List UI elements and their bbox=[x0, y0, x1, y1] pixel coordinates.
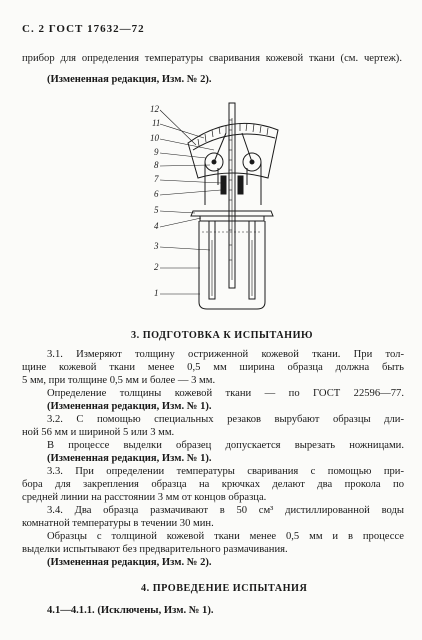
figure-label-12: 12 bbox=[150, 104, 159, 114]
section-3-line-12: средней линии на расстоянии 3 мм от концов образца. bbox=[22, 492, 267, 503]
section-3-title: 3. ПОДГОТОВКА К ИСПЫТАНИЮ bbox=[131, 330, 313, 341]
figure-label-8: 8 bbox=[154, 160, 159, 170]
figure-labels bbox=[150, 104, 160, 298]
figure-label-6: 6 bbox=[154, 189, 159, 199]
section-3-line-8: В процессе выделки образец допускается вырезать ножницами. bbox=[47, 440, 404, 451]
section-3-line-4: Определение толщины кожевой ткани — по ГОСТ 22596—77. bbox=[47, 388, 404, 399]
figure-label-9: 9 bbox=[154, 147, 159, 157]
intro-edition-note: (Измененная редакция, Изм. № 2). bbox=[47, 74, 212, 85]
section-3-line-1: 3.1. Измеряют толщину остриженной кожевой ткани. При тол- bbox=[47, 349, 404, 360]
weight-left bbox=[221, 176, 226, 194]
figure-label-3: 3 bbox=[154, 241, 159, 251]
figure-label-2: 2 bbox=[154, 262, 159, 272]
page-header: С. 2 ГОСТ 17632—72 bbox=[22, 23, 145, 35]
section-3-line-11: бора для закрепления образца на крючках делают два прокола по bbox=[22, 479, 404, 490]
section-3-line-2: щине кожевой ткани менее 0,5 мм ширина образца должна быть bbox=[22, 362, 404, 373]
figure-label-4: 4 bbox=[154, 221, 159, 231]
section-3-line-6: 3.2. С помощью специальных резаков вырубают образцы дли- bbox=[47, 414, 404, 425]
section-3-edition-note-2: (Измененная редакция, Изм. № 1). bbox=[47, 453, 212, 464]
section-3-line-15: Образцы с толщиной кожевой ткани менее 0,5 мм и в процессе bbox=[47, 531, 404, 542]
section-4-title: 4. ПРОВЕДЕНИЕ ИСПЫТАНИЯ bbox=[141, 583, 308, 594]
weight-right bbox=[238, 176, 243, 194]
section-3-edition-note-3: (Измененная редакция, Изм. № 2). bbox=[47, 557, 212, 568]
figure-label-10: 10 bbox=[150, 133, 159, 143]
figure-label-1: 1 bbox=[154, 288, 159, 298]
figure-label-5: 5 bbox=[154, 205, 159, 215]
section-3-edition-note-1: (Измененная редакция, Изм. № 1). bbox=[47, 401, 212, 412]
figure-label-11: 11 bbox=[152, 118, 161, 128]
figure-label-7: 7 bbox=[154, 174, 159, 184]
section-3-line-3: 5 мм, при толщине 0,5 мм и более — 3 мм. bbox=[22, 375, 216, 386]
section-3-line-13: 3.4. Два образца размачивают в 50 см³ дистиллированной воды bbox=[47, 505, 404, 516]
section-3-line-14: комнатной температуры в течении 30 мин. bbox=[22, 518, 214, 529]
section-3-line-10: 3.3. При определении температуры сваривания с помощью при- bbox=[47, 466, 404, 477]
section-4-line-1: 4.1—4.1.1. (Исключены, Изм. № 1). bbox=[47, 605, 214, 616]
intro-paragraph: прибор для определения температуры сваривания кожевой ткани (см. чертеж). bbox=[22, 53, 402, 64]
section-3-line-16: выделки испытывают без предварительного размачивания. bbox=[22, 544, 288, 555]
scale-plate bbox=[188, 123, 278, 178]
pointer-arm-right bbox=[242, 133, 252, 162]
section-3-line-7: ной 56 мм и шириной 5 или 3 мм. bbox=[22, 427, 175, 438]
